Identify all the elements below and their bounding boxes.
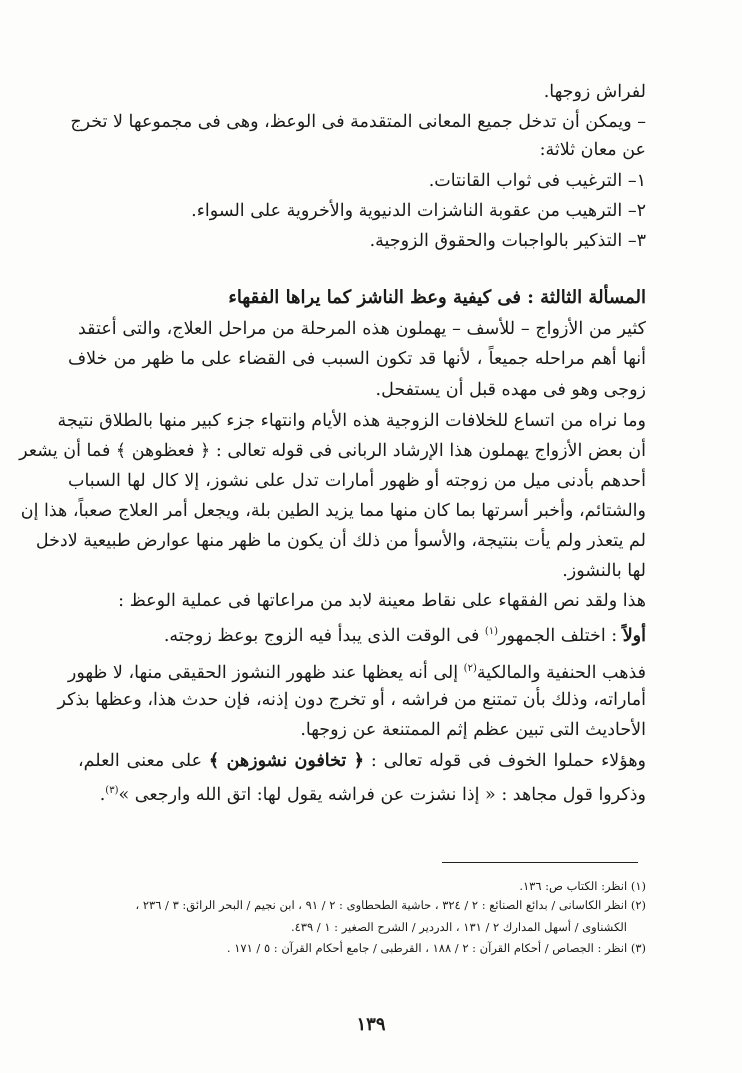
footnote: (٢) انظر الكاسانى / بدائع الصنائع : ٢ / ٣٢٤ ، حاشية الطحطاوى : ٢ / ٩١ ، ابن نجيم / البحر الرائق: ٣ / ٢٣٦ ، [135, 898, 646, 912]
text-line: الأحاديث التى تبين عظم إثم الممتنعة عن زوجها. [300, 720, 646, 740]
footnote-divider [442, 862, 638, 863]
text-line: وما نراه من اتساع للخلافات الزوجية هذه الأيام وانتهاء جزء كبير منها بالطلاق نتيجة [57, 411, 646, 431]
text-line: أحدهم بأدنى ميل من زوجته أو ظهور أمارات تدل على نشوز، إلا كال لها السباب [68, 471, 646, 491]
footnote-ref: (٣) [105, 785, 119, 796]
text-span: وهؤلاء حملوا الخوف فى قوله تعالى : [363, 751, 647, 771]
text-line [164, 619, 646, 649]
text-span: . [99, 784, 106, 805]
text-line: أن بعض الأزواج يهملون هذا الإرشاد الربانى فى قوله تعالى : ﴿ فعظوهن ﴾ فما أن يشعر [19, 441, 646, 461]
text-span: : اختلف الجمهور [498, 625, 623, 646]
text-span: فى الوقت الذى يبدأ فيه الزوج بوعظ زوجته. [163, 625, 485, 646]
text-line: عن معان ثلاثة: [539, 140, 646, 160]
text-span: وذكروا قول مجاهد : « إذا نشزت عن فراشه يقول لها: اتق الله وارجعى » [118, 784, 646, 805]
section-heading: المسألة الثالثة : فى كيفية وعظ الناشز كما يراها الفقهاء [228, 287, 646, 308]
footnote: (٣) انظر : الجصاص / أحكام القرآن : ٢ / ١٨٨ ، القرطبى / جامع أحكام القرآن : ٥ / ١٧١ . [226, 941, 646, 955]
footnote: الكشناوى / أسهل المدارك ٢ / ١٣١ ، الدردير / الشرح الصغير : ١ / ٤٣٩. [290, 920, 627, 934]
text-line: كثير من الأزواج – للأسف – يهملون هذه المرحلة من مراحل العلاج، والتى أعتقد [78, 319, 646, 339]
text-line: زوجى وهو فى مهده قبل أن يستفحل. [375, 380, 646, 400]
text-line [67, 656, 646, 686]
list-item: ١– الترغيب فى ثواب القانتات. [428, 171, 646, 191]
page-number: ١٣٩ [356, 1014, 386, 1035]
text-span: فذهب الحنفية والمالكية [476, 662, 646, 683]
text-line [100, 778, 646, 808]
text-span: على معنى العلم، [78, 751, 209, 771]
footnote-ref: (٢) [463, 663, 477, 674]
list-item: ٣– التذكير بالواجبات والحقوق الزوجية. [369, 231, 646, 251]
text-span: إلى أنه يعظها عند ظهور النشوز الحقيقى منها، لا ظهور [67, 662, 464, 683]
text-line [78, 748, 646, 774]
text-line: لفراش زوجها. [543, 82, 646, 102]
text-line: والشتائم، وأخبر أسرتها بما كان منها مما يزيد الطين بلة، ويجعل أمر العلاج صعباً، هذا إن [20, 501, 646, 521]
footnote: (١) انظر: الكتاب ص: ١٣٦. [519, 879, 646, 893]
footnote-ref: (١) [484, 626, 499, 637]
text-line: – ويمكن أن تدخل جميع المعانى المتقدمة فى الوعظ، وهى فى مجموعها لا تخرج [70, 112, 646, 132]
point-label: أولاً [622, 625, 646, 646]
list-item: ٢– الترهيب من عقوبة الناشزات الدنيوية والأخروية على السواء. [191, 201, 646, 221]
text-line: هذا ولقد نص الفقهاء على نقاط معينة لابد من مراعاتها فى عملية الوعظ : [118, 591, 646, 611]
text-line: أنها أهم مراحله جميعاً ، لأنها قد تكون السبب فى القضاء على ما ظهر من خلاف [68, 349, 646, 369]
text-line: لها بالنشوز. [562, 561, 646, 581]
text-line: لم يتعذر ولم يأت بنتيجة، والأسوأ من ذلك أن يكون ما ظهر منها عوارض طبيعية لادخل [35, 531, 646, 551]
text-line: أماراته، وذلك بأن تمتنع من فراشه ، أو تخرج دون إذنه، فإن حدث هذا، وعظها بذكر [57, 690, 646, 710]
quran-quote: ﴿ تخافون نشوزهن ﴾ [208, 751, 364, 771]
